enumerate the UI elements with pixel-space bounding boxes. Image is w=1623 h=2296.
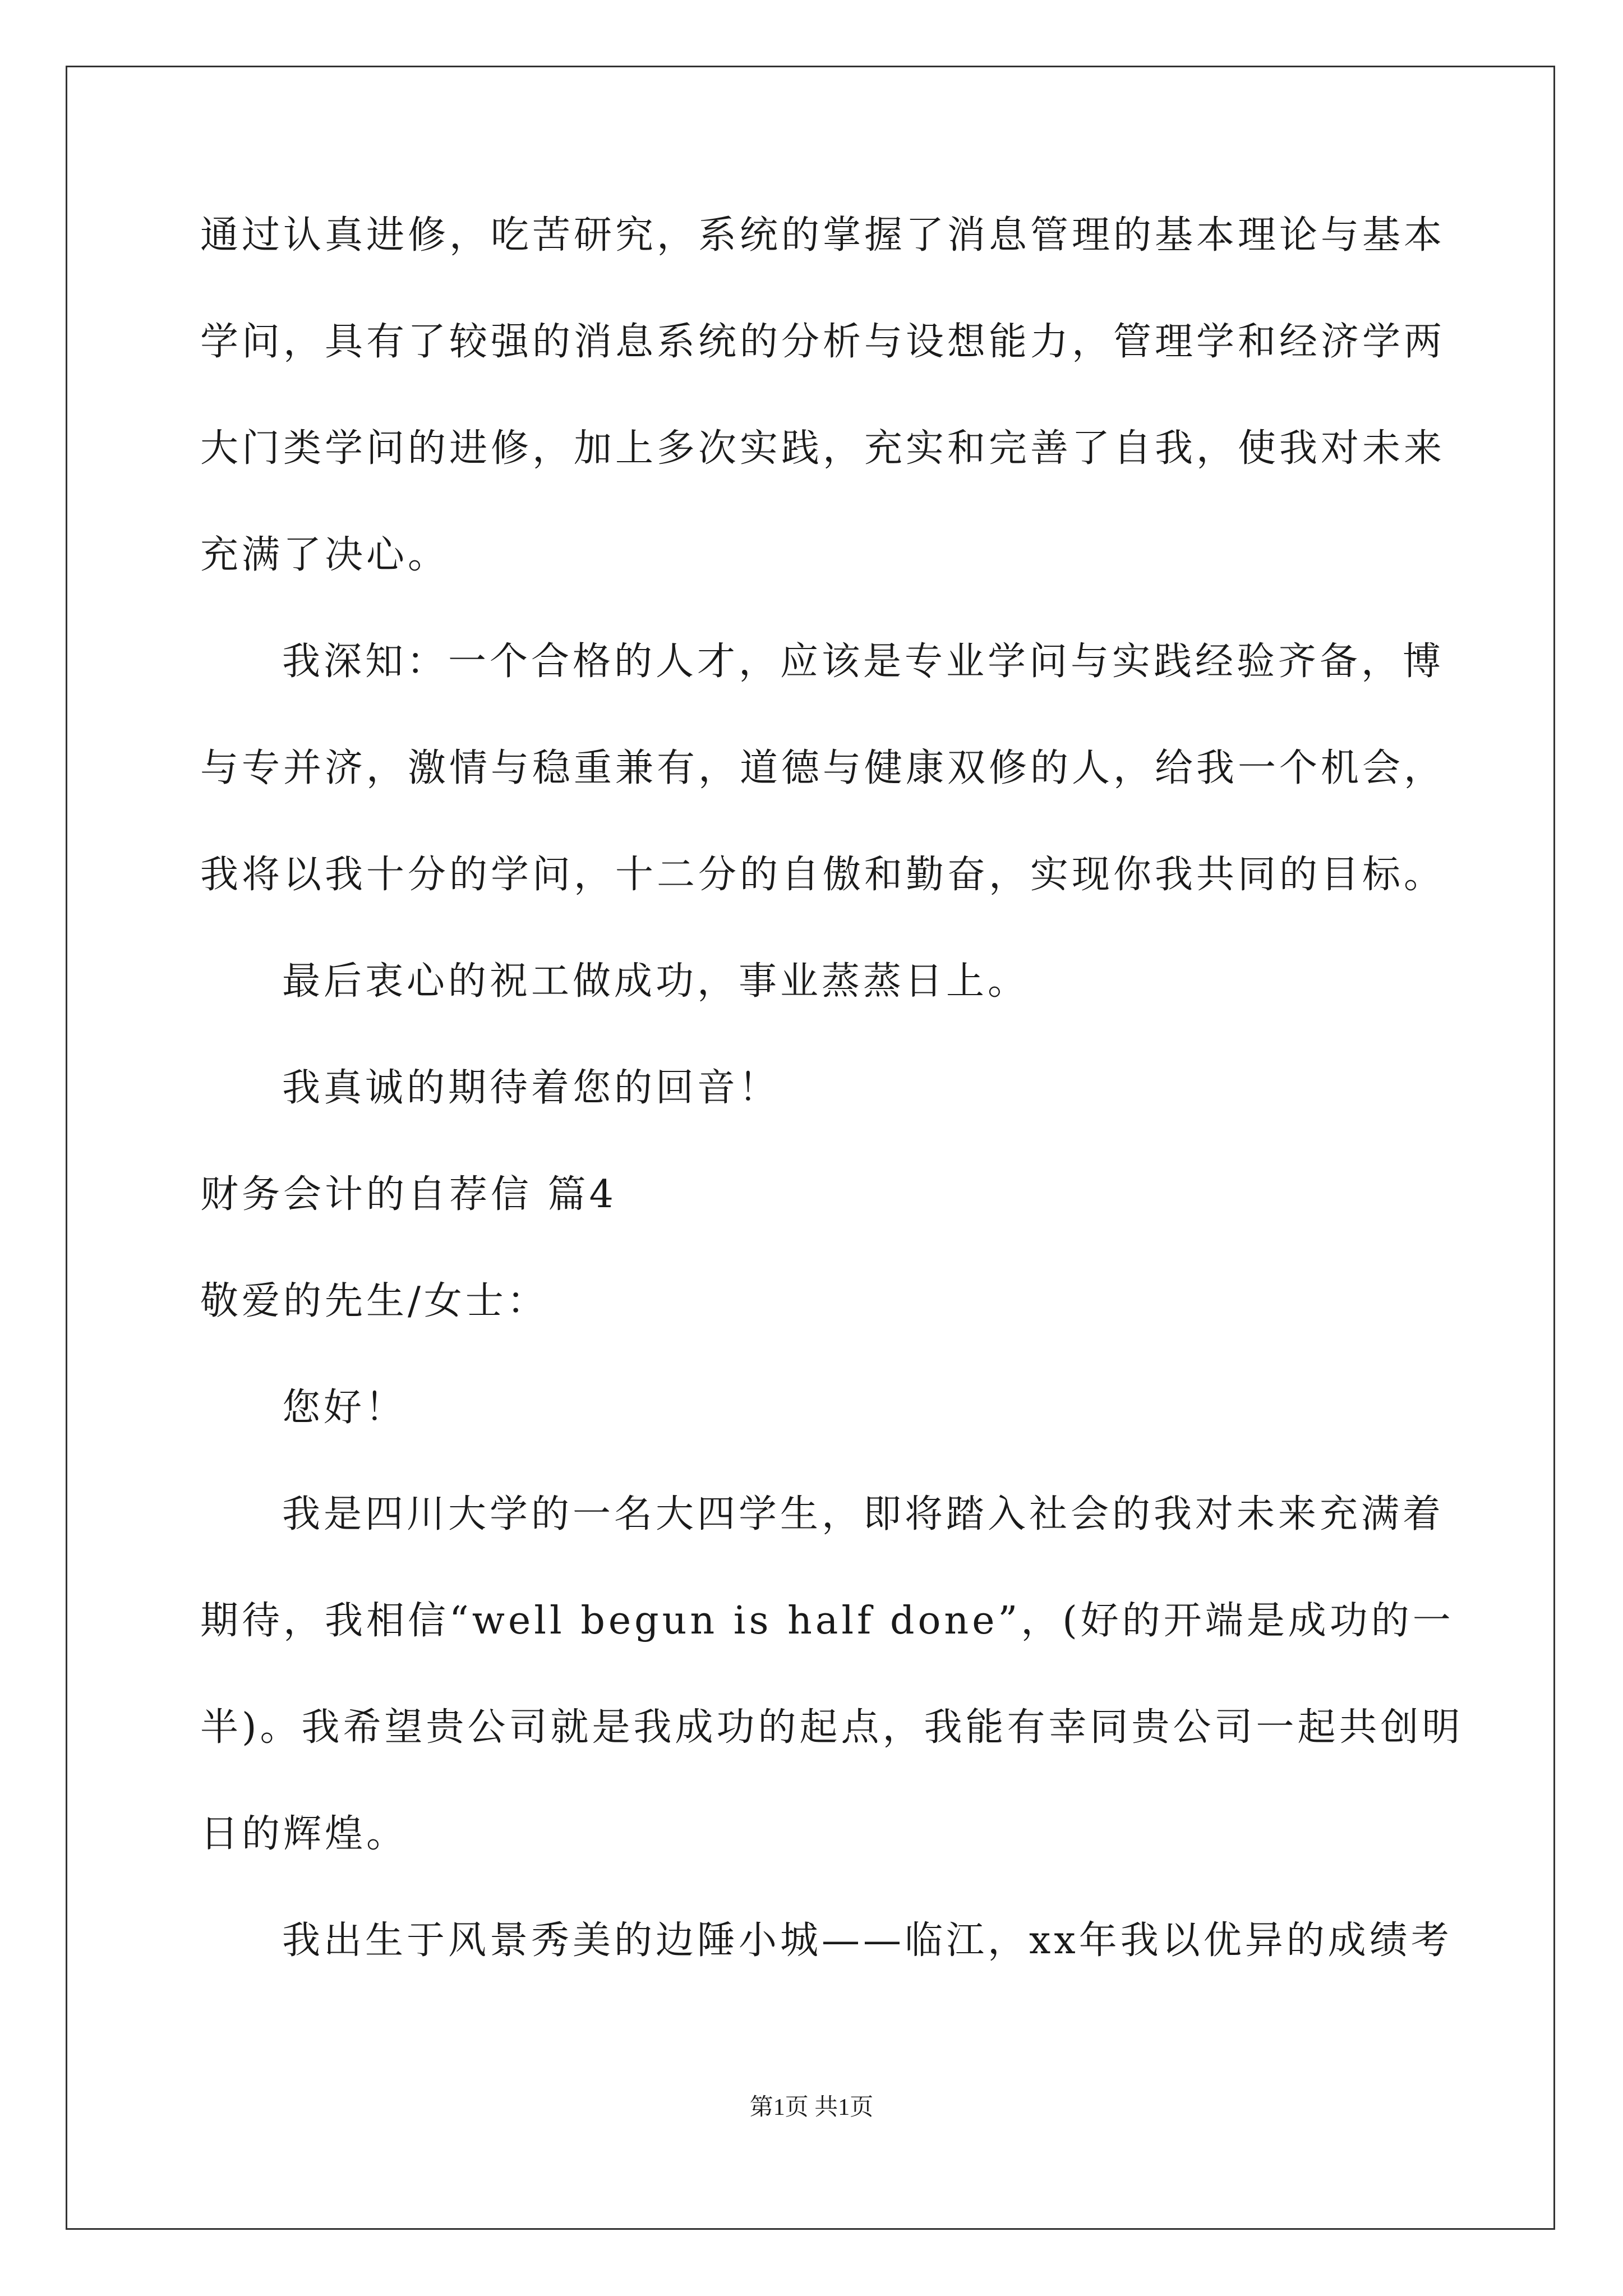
text-line: 半)。我希望贵公司就是我成功的起点，我能有幸同贵公司一起共创明	[200, 1705, 1464, 1750]
salutation: 敬爱的先生/女士：	[200, 1279, 548, 1323]
text-line: 最后衷心的祝工做成功，事业蒸蒸日上。	[282, 959, 1030, 1004]
text-line: 日的辉煌。	[200, 1812, 408, 1856]
text-line: 我将以我十分的学问，十二分的自傲和勤奋，实现你我共同的目标。	[200, 853, 1446, 897]
text-line: 我真诚的期待着您的回音！	[282, 1066, 781, 1110]
text-line: 通过认真进修，吃苦研究，系统的掌握了消息管理的基本理论与基本	[200, 213, 1446, 257]
text-line: 我出生于风景秀美的边陲小城——临江，xx年我以优异的成绩考	[282, 1918, 1453, 1963]
text-line: 学问，具有了较强的消息系统的分析与设想能力，管理学和经济学两	[200, 320, 1446, 364]
greeting: 您好！	[282, 1386, 407, 1430]
page-number-footer: 第1页 共1页	[749, 2095, 874, 2120]
page-frame	[66, 66, 1555, 2230]
text-line: 充满了决心。	[200, 533, 450, 577]
text-line: 大门类学问的进修，加上多次实践，充实和完善了自我，使我对未来	[200, 426, 1446, 471]
text-line: 期待，我相信“well begun is half done”，(好的开端是成功的一	[200, 1599, 1454, 1643]
text-line: 我是四川大学的一名大四学生，即将踏入社会的我对未来充满着	[282, 1492, 1445, 1536]
section-heading: 财务会计的自荐信 篇4	[200, 1172, 617, 1217]
text-line: 与专并济，激情与稳重兼有，道德与健康双修的人，给我一个机会，	[200, 746, 1446, 790]
text-line: 我深知：一个合格的人才，应该是专业学问与实践经验齐备，博	[282, 639, 1445, 684]
